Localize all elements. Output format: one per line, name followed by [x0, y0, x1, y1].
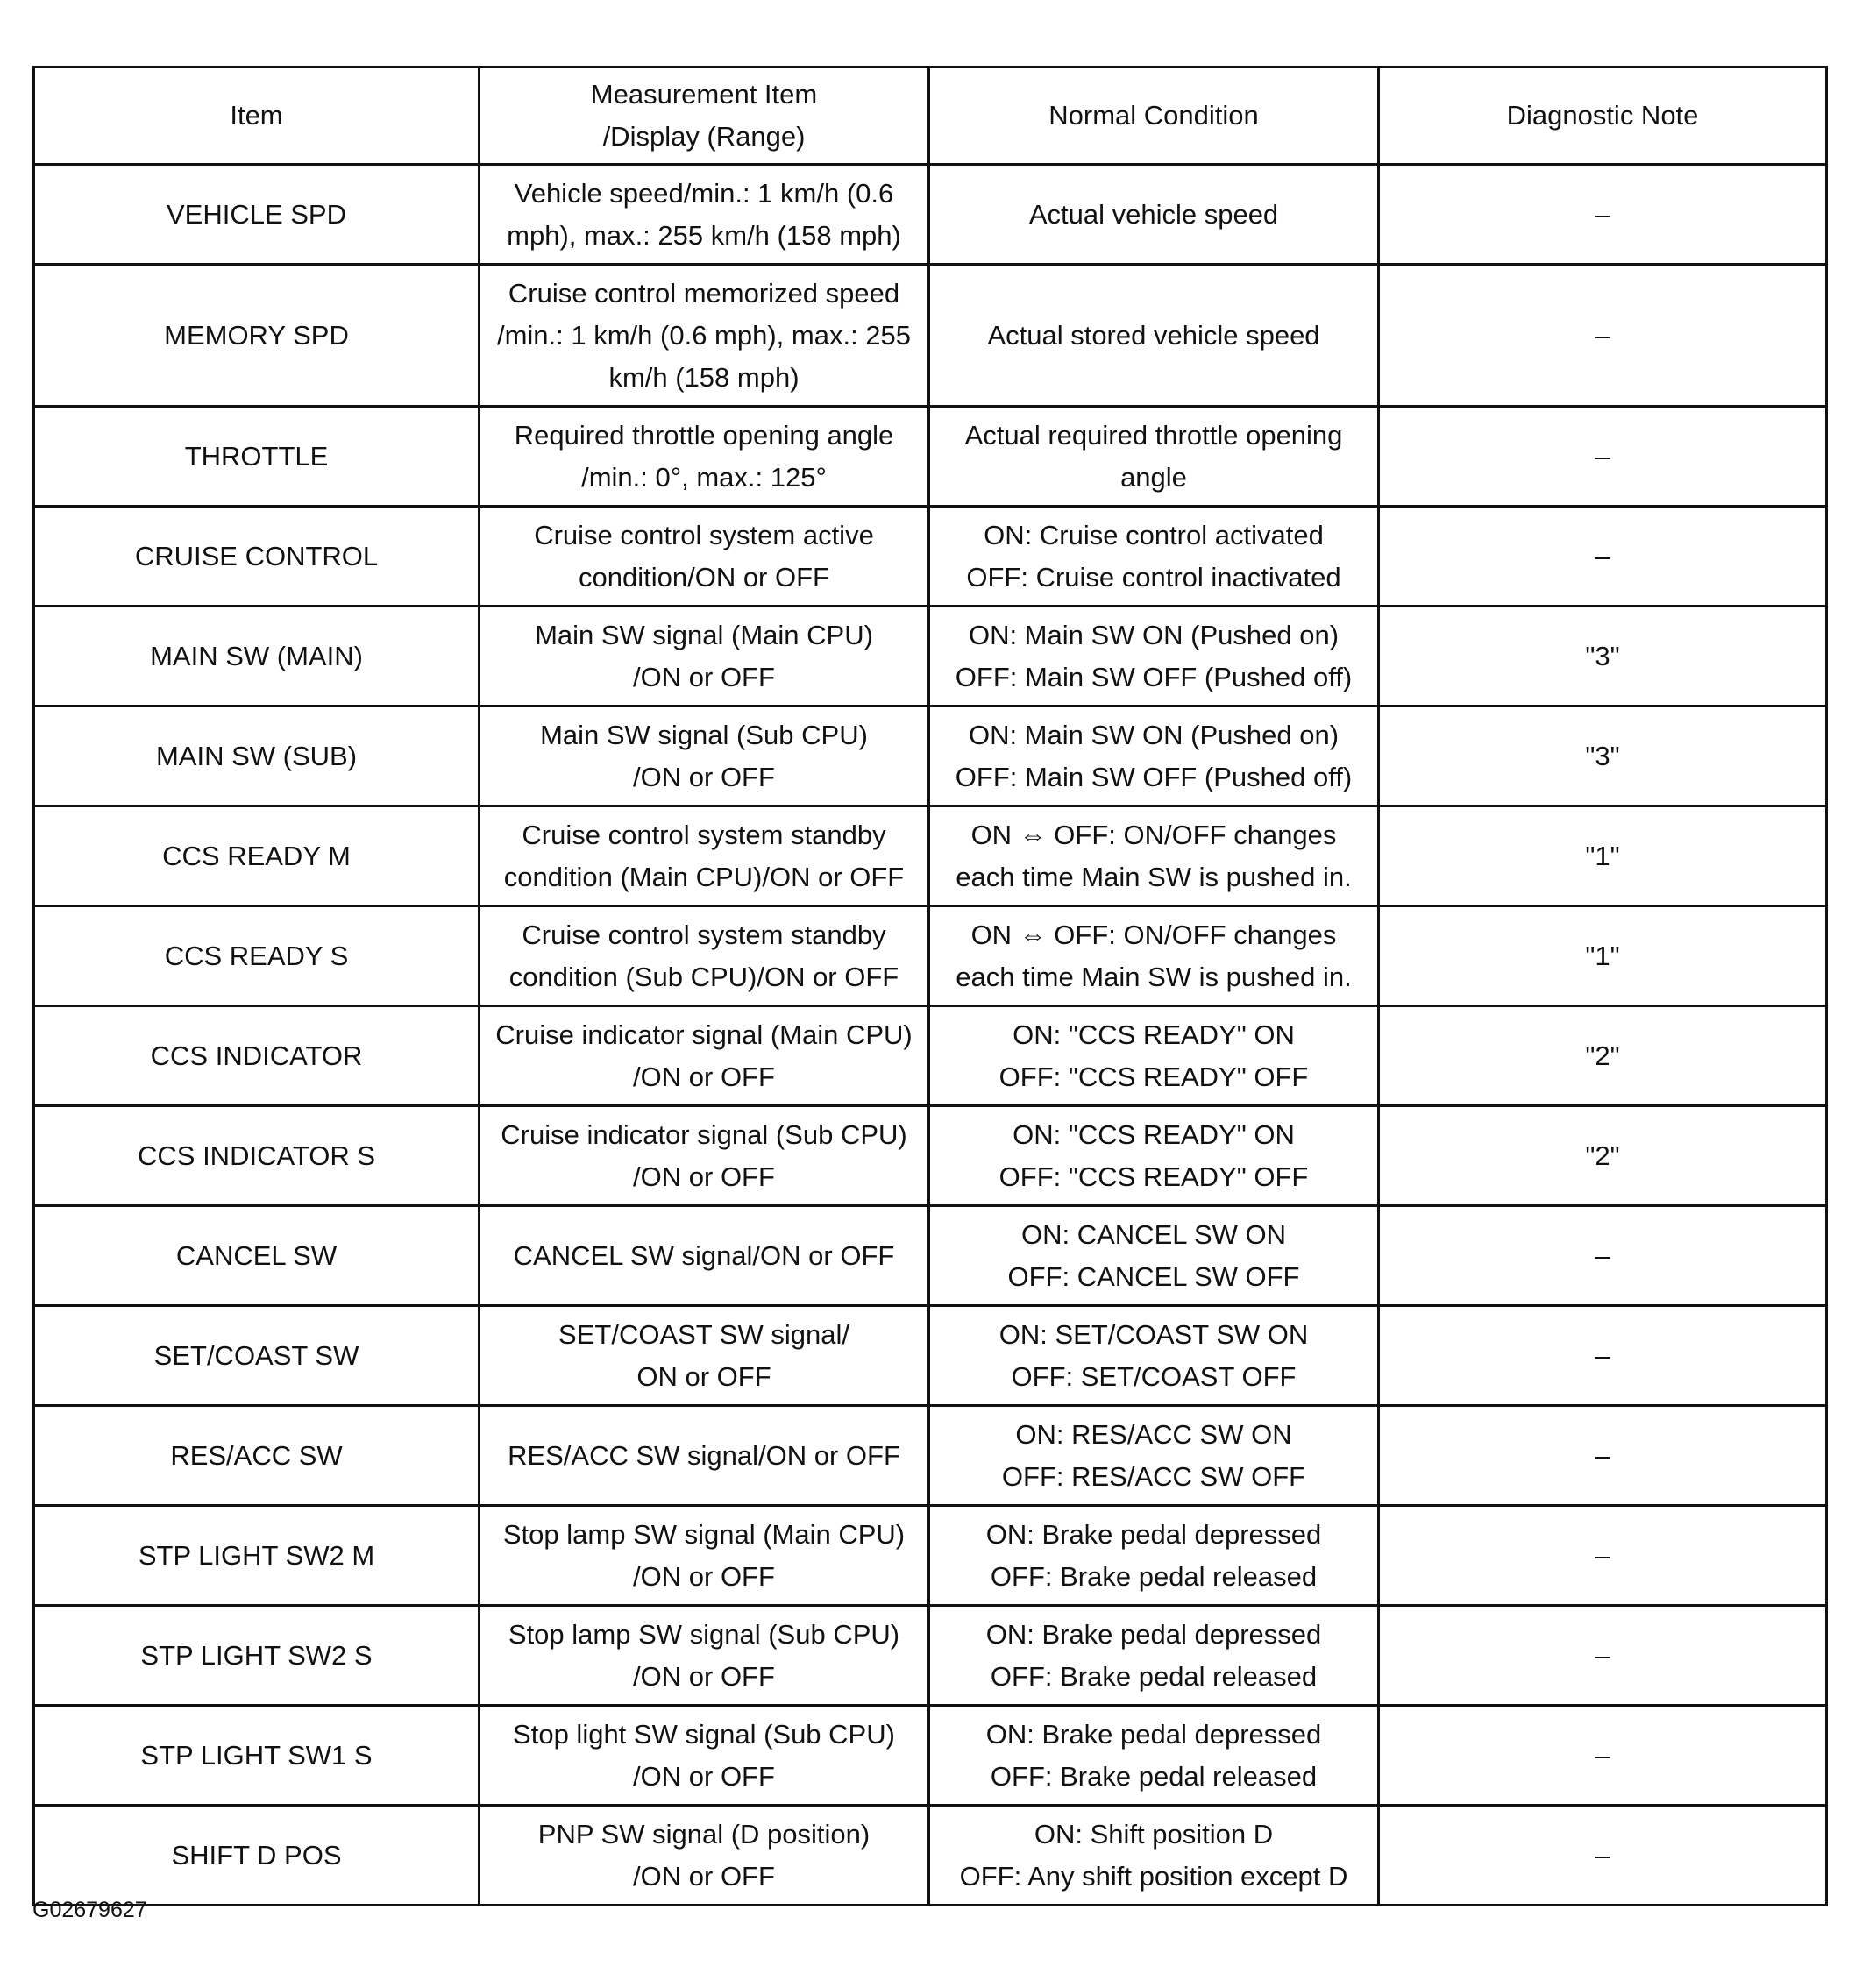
- cell-diagnostic-note: –: [1379, 1206, 1827, 1306]
- cell-normal-condition: Actual required throttle opening angle: [929, 407, 1379, 507]
- cell-diagnostic-note: –: [1379, 1806, 1827, 1906]
- cell-measurement: Main SW signal (Main CPU) /ON or OFF: [480, 607, 929, 706]
- cell-item: RES/ACC SW: [34, 1406, 480, 1506]
- cell-diagnostic-note: "2": [1379, 1006, 1827, 1106]
- table-row: [34, 1306, 1827, 1406]
- table-row: [34, 1506, 1827, 1606]
- cell-measurement: Required throttle opening angle /min.: 0°, max.: 125°: [480, 407, 929, 507]
- table-row: [34, 1406, 1827, 1506]
- cell-diagnostic-note: "2": [1379, 1106, 1827, 1206]
- cell-normal-condition: Actual vehicle speed: [929, 165, 1379, 265]
- cell-normal-condition: ON: Main SW ON (Pushed on) OFF: Main SW OFF (Pushed off): [929, 607, 1379, 706]
- cell-normal-condition: ON: Cruise control activated OFF: Cruise control inactivated: [929, 507, 1379, 607]
- table-row: [34, 1106, 1827, 1206]
- cell-item: MAIN SW (SUB): [34, 706, 480, 806]
- cell-item: SHIFT D POS: [34, 1806, 480, 1906]
- cell-diagnostic-note: –: [1379, 1706, 1827, 1806]
- cell-normal-condition: ON: Brake pedal depressed OFF: Brake pedal released: [929, 1706, 1379, 1806]
- cell-item: CCS INDICATOR S: [34, 1106, 480, 1206]
- cell-diagnostic-note: –: [1379, 407, 1827, 507]
- table-row: [34, 1706, 1827, 1806]
- cell-normal-condition: ON: Main SW ON (Pushed on) OFF: Main SW OFF (Pushed off): [929, 706, 1379, 806]
- table-row: [34, 706, 1827, 806]
- header-diagnostic-note: Diagnostic Note: [1379, 67, 1827, 165]
- table-row: [34, 806, 1827, 906]
- cell-normal-condition: ON ⇔ OFF: ON/OFF changes each time Main SW is pushed in.: [929, 906, 1379, 1006]
- cell-normal-condition: ON: Brake pedal depressed OFF: Brake pedal released: [929, 1506, 1379, 1606]
- cell-normal-condition: ON: "CCS READY" ON OFF: "CCS READY" OFF: [929, 1106, 1379, 1206]
- figure-code: G02679627: [32, 1898, 147, 1922]
- cell-normal-condition: ON: "CCS READY" ON OFF: "CCS READY" OFF: [929, 1006, 1379, 1106]
- cell-normal-condition: ON: Brake pedal depressed OFF: Brake pedal released: [929, 1606, 1379, 1706]
- header-measurement-item: Measurement Item /Display (Range): [480, 67, 929, 165]
- cell-normal-condition: ON: Shift position D OFF: Any shift position except D: [929, 1806, 1379, 1906]
- cell-diagnostic-note: –: [1379, 1406, 1827, 1506]
- cell-diagnostic-note: "1": [1379, 806, 1827, 906]
- cell-measurement: Cruise control system active condition/ON or OFF: [480, 507, 929, 607]
- table-row: [34, 1606, 1827, 1706]
- table-header-row: [34, 67, 1827, 165]
- table-row: [34, 1206, 1827, 1306]
- cell-diagnostic-note: "3": [1379, 706, 1827, 806]
- cell-diagnostic-note: –: [1379, 165, 1827, 265]
- cell-item: CCS READY S: [34, 906, 480, 1006]
- cell-normal-condition: Actual stored vehicle speed: [929, 265, 1379, 407]
- cell-item: CRUISE CONTROL: [34, 507, 480, 607]
- cell-item: MEMORY SPD: [34, 265, 480, 407]
- cell-measurement: Stop lamp SW signal (Main CPU) /ON or OFF: [480, 1506, 929, 1606]
- table-row: [34, 1806, 1827, 1906]
- cell-item: CCS INDICATOR: [34, 1006, 480, 1106]
- table-row: [34, 407, 1827, 507]
- table-row: [34, 265, 1827, 407]
- cell-item: STP LIGHT SW2 S: [34, 1606, 480, 1706]
- cell-diagnostic-note: "1": [1379, 906, 1827, 1006]
- cell-item: CANCEL SW: [34, 1206, 480, 1306]
- cell-item: STP LIGHT SW2 M: [34, 1506, 480, 1606]
- table-row: [34, 1006, 1827, 1106]
- cell-normal-condition: ON: CANCEL SW ON OFF: CANCEL SW OFF: [929, 1206, 1379, 1306]
- cell-measurement: Cruise control system standby condition (Main CPU)/ON or OFF: [480, 806, 929, 906]
- cell-item: SET/COAST SW: [34, 1306, 480, 1406]
- cell-measurement: Cruise control memorized speed /min.: 1 km/h (0.6 mph), max.: 255 km/h (158 mph): [480, 265, 929, 407]
- cell-item: CCS READY M: [34, 806, 480, 906]
- table-row: [34, 607, 1827, 706]
- cell-measurement: Cruise indicator signal (Main CPU) /ON or OFF: [480, 1006, 929, 1106]
- cell-normal-condition: ON: SET/COAST SW ON OFF: SET/COAST OFF: [929, 1306, 1379, 1406]
- cell-measurement: SET/COAST SW signal/ ON or OFF: [480, 1306, 929, 1406]
- table-row: [34, 165, 1827, 265]
- cell-diagnostic-note: –: [1379, 265, 1827, 407]
- cell-diagnostic-note: –: [1379, 1306, 1827, 1406]
- cell-item: STP LIGHT SW1 S: [34, 1706, 480, 1806]
- cell-diagnostic-note: "3": [1379, 607, 1827, 706]
- header-item: Item: [34, 67, 480, 165]
- header-normal-condition: Normal Condition: [929, 67, 1379, 165]
- cell-item: MAIN SW (MAIN): [34, 607, 480, 706]
- cell-diagnostic-note: –: [1379, 507, 1827, 607]
- table-row: [34, 507, 1827, 607]
- cell-measurement: Stop light SW signal (Sub CPU) /ON or OFF: [480, 1706, 929, 1806]
- cell-measurement: CANCEL SW signal/ON or OFF: [480, 1206, 929, 1306]
- cell-item: VEHICLE SPD: [34, 165, 480, 265]
- cell-measurement: Vehicle speed/min.: 1 km/h (0.6 mph), max.: 255 km/h (158 mph): [480, 165, 929, 265]
- cell-measurement: Cruise control system standby condition (Sub CPU)/ON or OFF: [480, 906, 929, 1006]
- cell-diagnostic-note: –: [1379, 1506, 1827, 1606]
- cell-item: THROTTLE: [34, 407, 480, 507]
- cell-diagnostic-note: –: [1379, 1606, 1827, 1706]
- cell-normal-condition: ON: RES/ACC SW ON OFF: RES/ACC SW OFF: [929, 1406, 1379, 1506]
- cell-measurement: Cruise indicator signal (Sub CPU) /ON or OFF: [480, 1106, 929, 1206]
- cell-measurement: RES/ACC SW signal/ON or OFF: [480, 1406, 929, 1506]
- diagnostic-data-table-container: [32, 66, 1825, 1906]
- diagnostic-data-table: [32, 66, 1828, 1906]
- cell-normal-condition: ON ⇔ OFF: ON/OFF changes each time Main SW is pushed in.: [929, 806, 1379, 906]
- cell-measurement: Main SW signal (Sub CPU) /ON or OFF: [480, 706, 929, 806]
- cell-measurement: Stop lamp SW signal (Sub CPU) /ON or OFF: [480, 1606, 929, 1706]
- table-row: [34, 906, 1827, 1006]
- cell-measurement: PNP SW signal (D position) /ON or OFF: [480, 1806, 929, 1906]
